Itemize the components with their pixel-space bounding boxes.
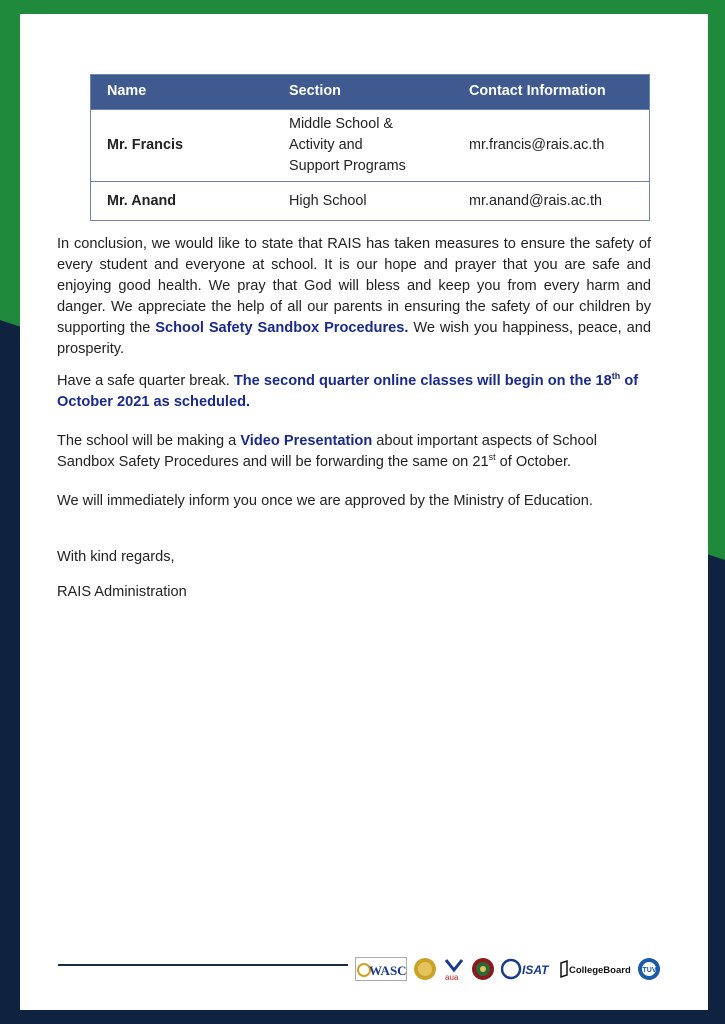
cell-section bbox=[273, 182, 453, 221]
text: of October. bbox=[495, 454, 572, 470]
section-line: Activity and bbox=[289, 137, 363, 153]
aua-logo-icon bbox=[443, 956, 465, 982]
break-paragraph bbox=[57, 371, 651, 413]
signature-line: RAIS Administration bbox=[57, 584, 187, 600]
svg-text:aua: aua bbox=[445, 973, 459, 982]
text: We wish you happiness, peace, and prosperity. bbox=[57, 320, 651, 357]
seal-logo-icon bbox=[471, 957, 495, 981]
table-row bbox=[91, 110, 650, 182]
highlight-text: Video Presentation bbox=[240, 433, 373, 449]
table-row bbox=[91, 182, 650, 221]
conclusion-paragraph bbox=[57, 234, 651, 360]
section-line: Middle School & bbox=[289, 116, 393, 132]
cell-contact: mr.francis@rais.ac.th bbox=[453, 110, 650, 182]
cell-name: Mr. Francis bbox=[91, 110, 274, 182]
video-paragraph bbox=[57, 431, 651, 473]
collegeboard-logo-icon bbox=[559, 957, 631, 981]
svg-text:ISAT: ISAT bbox=[522, 963, 549, 977]
svg-text:CollegeBoard: CollegeBoard bbox=[569, 965, 631, 976]
table-header-row bbox=[91, 75, 650, 110]
superscript: st bbox=[488, 452, 496, 463]
cell-section bbox=[273, 110, 453, 182]
svg-text:TUV: TUV bbox=[642, 967, 657, 974]
contact-table bbox=[90, 74, 650, 221]
header-section: Section bbox=[273, 75, 453, 110]
superscript: th bbox=[611, 371, 621, 382]
onesqa-logo-icon bbox=[413, 957, 437, 981]
wasc-logo-icon bbox=[355, 957, 407, 981]
header-contact: Contact Information bbox=[453, 75, 650, 110]
accreditation-logos bbox=[355, 954, 661, 984]
cell-contact: mr.anand@rais.ac.th bbox=[453, 182, 650, 221]
footer-divider bbox=[58, 964, 348, 966]
text: about important aspects of School Sandbox Safety Procedures and will be forwarding the same on 21 bbox=[57, 433, 597, 470]
section-line: High School bbox=[289, 192, 367, 209]
highlight-text: School Safety Sandbox Procedures. bbox=[155, 320, 409, 336]
inform-paragraph: We will immediately inform you once we are approved by the Ministry of Education. bbox=[57, 493, 593, 509]
section-line: Support Programs bbox=[289, 158, 406, 174]
cell-name: Mr. Anand bbox=[91, 182, 274, 221]
isat-logo-icon bbox=[501, 957, 553, 981]
highlight-text: of October 2021 as scheduled. bbox=[57, 373, 639, 410]
text: Have a safe quarter break. bbox=[57, 373, 234, 389]
text: The school will be making a bbox=[57, 433, 241, 449]
document-content bbox=[57, 74, 651, 603]
regards-line: With kind regards, bbox=[57, 549, 175, 565]
highlight-text: The second quarter online classes will begin on the 18 bbox=[233, 373, 612, 389]
header-name: Name bbox=[91, 75, 274, 110]
tuv-logo-icon bbox=[637, 957, 661, 981]
svg-text:WASC: WASC bbox=[369, 963, 407, 978]
text: In conclusion, we would like to state that RAIS has taken measures to ensure the safety of every student and everyone at school. It is our hope and prayer that you are safe and enjoying good health. We pray that God will bless and keep you from every harm and danger. We appreciate the help of all our parents in ensuring the safety of our children by supporting the bbox=[57, 236, 651, 336]
